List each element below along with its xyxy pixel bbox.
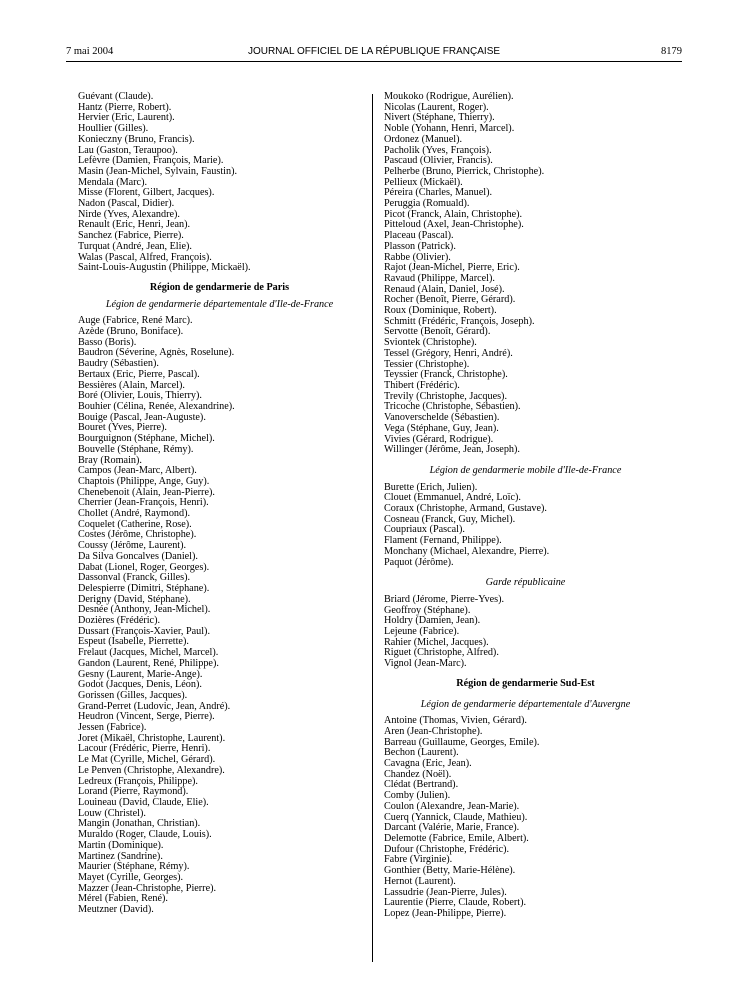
list-item: Teyssier (Franck, Christophe). (384, 369, 508, 381)
list-item: Le Penven (Christophe, Alexandre). (78, 764, 225, 776)
list-item: Baudry (Sébastien). (78, 358, 159, 370)
garde-republicaine-title: Garde républicaine (485, 577, 566, 589)
list-item: Tricoche (Christophe, Sébastien). (384, 401, 521, 413)
list-item: Laurentie (Pierre, Claude, Robert). (384, 897, 527, 909)
list-item: Renaud (Alain, Daniel, José). (384, 283, 505, 295)
list-item: Servotte (Benoît, Gérard). (384, 326, 491, 338)
list-item: Delemotte (Fabrice, Emile, Albert). (384, 833, 529, 844)
list-item: Bechon (Laurent). (384, 747, 459, 759)
list-item: Louineau (David, Claude, Elie). (78, 797, 209, 808)
list-item: Louw (Christel). (78, 807, 146, 819)
name-list-top-right (384, 92, 667, 456)
list-item: Chollet (André, Raymond). (78, 508, 191, 520)
list-item: Le Mat (Cyrille, Michel, Gérard). (78, 754, 216, 766)
list-item: Bessières (Alain, Marcel). (78, 379, 185, 391)
list-item: Campos (Jean-Marc, Albert). (78, 465, 197, 477)
list-item: Dussart (François-Xavier, Paul). (78, 625, 210, 637)
journal-title: JOURNAL OFFICIEL DE LA RÉPUBLIQUE FRANÇAISE (247, 46, 501, 57)
list-item: Baudron (Séverine, Agnès, Roselune). (78, 347, 235, 359)
list-item: Chenebenoit (Alain, Jean-Pierre). (78, 486, 215, 498)
list-item: Coussy (Jérôme, Laurent). (78, 540, 187, 552)
list-item: Boré (Olivier, Louis, Thierry). (78, 390, 202, 402)
publication-date: 7 mai 2004 (66, 46, 114, 57)
list-item: Masin (Jean-Michel, Sylvain, Faustin). (78, 165, 238, 177)
list-item: Nirde (Yves, Alexandre). (78, 208, 180, 220)
list-item: Jessen (Fabrice). (78, 722, 147, 734)
list-item: Pelherbe (Bruno, Pierrick, Christophe). (384, 165, 545, 177)
list-item: Lopez (Jean-Philippe, Pierre). (384, 907, 507, 919)
list-item: Gesny (Laurent, Marie-Ange). (78, 668, 203, 680)
name-list-mobile-idf (384, 483, 667, 569)
list-item: Rocher (Benoît, Pierre, Gérard). (384, 294, 516, 306)
list-item: Peruggia (Romuald). (384, 198, 470, 210)
list-item: Sanchez (Fabrice, Pierre). (78, 230, 184, 242)
list-item: Rahier (Michel, Jacques). (384, 636, 489, 648)
list-item: Barreau (Guillaume, Georges, Emile). (384, 736, 540, 748)
list-item: Costes (Jérôme, Christophe). (78, 529, 197, 541)
list-item: Ledreux (François, Philippe). (78, 775, 198, 787)
list-item: Saint-Louis-Augustin (Philippe, Mickaël). (78, 262, 251, 274)
list-item: Vega (Stéphane, Guy, Jean). (384, 422, 499, 434)
list-item: Fabre (Virginie). (384, 854, 453, 866)
page-header (66, 44, 682, 60)
list-item: Nadon (Pascal, Didier). (78, 198, 175, 210)
list-item: Monchany (Michael, Alexandre, Pierre). (384, 545, 550, 557)
list-item: Mazzer (Jean-Christophe, Pierre). (78, 882, 217, 894)
list-item: Dozières (Frédéric). (78, 615, 161, 627)
list-item: Misse (Florent, Gilbert, Jacques). (78, 187, 215, 199)
list-item: Tessel (Grégory, Henri, André). (384, 347, 513, 359)
list-item: Placeau (Pascal). (384, 230, 454, 242)
list-item: Geoffroy (Stéphane). (384, 604, 471, 616)
list-item: Mérel (Fabien, René). (78, 893, 168, 905)
list-item: Joret (Mikaël, Christophe, Laurent). (78, 732, 226, 744)
list-item: Godot (Jacques, Denis, Léon). (78, 679, 202, 691)
list-item: Bouvelle (Stéphane, Rémy). (78, 443, 194, 455)
list-item: Meutzner (David). (78, 904, 154, 916)
name-list-garde (384, 595, 667, 670)
list-item: Dufour (Christophe, Frédéric). (384, 843, 510, 855)
list-item: Coquelet (Catherine, Rose). (78, 518, 192, 530)
list-item: Martinez (Sandrine). (78, 850, 163, 862)
list-item: Lau (Gaston, Teraupoo). (78, 144, 178, 156)
list-item: Darcant (Valérie, Marie, France). (384, 822, 520, 834)
list-item: Vignol (Jean-Marc). (384, 658, 467, 670)
region-title-sud-est: Région de gendarmerie Sud-Est (456, 677, 595, 689)
list-item: Mangin (Jonathan, Christian). (78, 818, 201, 830)
list-item: Rabbe (Olivier). (384, 251, 451, 263)
list-item: Muraldo (Roger, Claude, Louis). (78, 829, 212, 841)
list-item: Picot (Franck, Alain, Christophe). (384, 208, 523, 220)
list-item: Bray (Romain). (78, 454, 142, 466)
list-item: Gandon (Laurent, René, Philippe). (78, 657, 219, 669)
list-item: Renault (Eric, Henri, Jean). (78, 219, 191, 231)
list-item: Espeut (Isabelle, Pierrette). (78, 636, 189, 648)
list-item: Plasson (Patrick). (384, 240, 456, 252)
list-item: Lejeune (Fabrice). (384, 626, 460, 638)
list-item: Bourguignon (Stéphane, Michel). (78, 433, 215, 445)
list-item: Bouret (Yves, Pierre). (78, 422, 167, 434)
list-item: Nicolas (Laurent, Roger). (384, 101, 489, 113)
list-item: Basso (Boris). (78, 336, 137, 348)
list-item: Coraux (Christophe, Armand, Gustave). (384, 503, 547, 515)
list-item: Desnée (Anthony, Jean-Michel). (78, 604, 211, 616)
list-item: Heudron (Vincent, Serge, Pierre). (78, 711, 215, 723)
page-number: 8179 (661, 46, 682, 57)
list-item: Nivert (Stéphane, Thierry). (384, 112, 495, 124)
list-item: Turquat (André, Jean, Elie). (78, 240, 192, 252)
column-divider (372, 94, 373, 962)
name-list-auvergne (384, 716, 667, 919)
list-item: Frelaut (Jacques, Michel, Marcel). (78, 647, 219, 659)
legion-title-auvergne: Légion de gendarmerie départementale d'Auvergne (420, 698, 631, 710)
list-item: Lacour (Frédéric, Pierre, Henri). (78, 743, 211, 755)
list-item: Ravaud (Philippe, Marcel). (384, 272, 495, 284)
name-list-top-left (78, 92, 361, 274)
list-item: Mayet (Cyrille, Georges). (78, 871, 184, 883)
list-item: Delespierre (Dimitri, Stéphane). (78, 582, 210, 594)
list-item: Willinger (Jérôme, Jean, Joseph). (384, 444, 520, 456)
list-item: Cherrier (Jean-François, Henri). (78, 497, 209, 509)
list-item: Hervier (Eric, Laurent). (78, 112, 175, 124)
list-item: Coulon (Alexandre, Jean-Marie). (384, 800, 520, 812)
legion-title-mobile-idf: Légion de gendarmerie mobile d'Ile-de-France (429, 464, 622, 476)
list-item: Vanoverschelde (Sébastien). (384, 412, 500, 424)
list-item: Gonthier (Betty, Marie-Hélène). (384, 865, 516, 877)
list-item: Bertaux (Eric, Pierre, Pascal). (78, 368, 200, 380)
list-item: Guévant (Claude). (78, 91, 154, 102)
list-item: Pitteloud (Axel, Jean-Christophe). (384, 219, 524, 231)
list-item: Thibert (Frédéric). (384, 379, 460, 391)
list-item: Lefèvre (Damien, François, Marie). (78, 155, 224, 167)
list-item: Clédat (Bertrand). (384, 779, 459, 791)
list-item: Bouige (Pascal, Jean-Auguste). (78, 411, 206, 423)
list-item: Pacholik (Yves, François). (384, 144, 492, 156)
list-item: Paquot (Jérôme). (384, 556, 454, 568)
legion-title-idf: Légion de gendarmerie départementale d'Ile-de-France (105, 298, 334, 310)
region-title-paris: Région de gendarmerie de Paris (149, 281, 290, 293)
name-list-legion-idf (78, 316, 361, 915)
list-item: Schmitt (Frédéric, François, Joseph). (384, 315, 535, 327)
list-item: Gorissen (Gilles, Jacques). (78, 689, 188, 701)
list-item: Moukoko (Rodrigue, Aurélien). (384, 91, 514, 102)
list-item: Pascaud (Olivier, Francis). (384, 155, 493, 167)
list-item: Flament (Fernand, Philippe). (384, 535, 502, 547)
list-item: Hernot (Laurent). (384, 875, 456, 887)
list-item: Cosneau (Franck, Guy, Michel). (384, 513, 516, 525)
list-item: Ordonez (Manuel). (384, 133, 463, 145)
list-item: Da Silva Goncalves (Daniel). (78, 550, 198, 562)
list-item: Antoine (Thomas, Vivien, Gérard). (384, 715, 527, 727)
list-item: Roux (Dominique, Robert). (384, 305, 497, 317)
list-item: Lorand (Pierre, Raymond). (78, 786, 189, 798)
list-item: Cavagna (Eric, Jean). (384, 758, 472, 770)
list-item: Trevily (Christophe, Jacques). (384, 390, 507, 402)
list-item: Grand-Perret (Ludovic, Jean, André). (78, 700, 231, 712)
list-item: Maurier (Stéphane, Rémy). (78, 861, 190, 873)
list-item: Clouet (Emmanuel, André, Loïc). (384, 492, 521, 504)
list-item: Holdry (Damien, Jean). (384, 615, 481, 627)
list-item: Noble (Yohann, Henri, Marcel). (384, 123, 515, 135)
list-item: Dassonval (Franck, Gilles). (78, 572, 191, 584)
list-item: Hantz (Pierre, Robert). (78, 101, 172, 113)
list-item: Rajot (Jean-Michel, Pierre, Eric). (384, 262, 520, 274)
list-item: Mendala (Marc). (78, 176, 148, 188)
list-item: Houllier (Gilles). (78, 123, 149, 135)
list-item: Pellieux (Mickaël). (384, 176, 463, 188)
list-item: Dabat (Lionel, Roger, Georges). (78, 561, 210, 573)
right-column (384, 92, 667, 920)
list-item: Comby (Julien). (384, 790, 451, 802)
left-column (78, 92, 361, 916)
list-item: Burette (Erich, Julien). (384, 481, 478, 493)
list-item: Tessier (Christophe). (384, 358, 470, 370)
list-item: Riguet (Christophe, Alfred). (384, 647, 499, 659)
list-item: Coupriaux (Pascal). (384, 524, 465, 536)
list-item: Walas (Pascal, Alfred, François). (78, 251, 212, 263)
list-item: Derigny (David, Stéphane). (78, 593, 191, 605)
header-rule (66, 61, 682, 62)
list-item: Konieczny (Bruno, Francis). (78, 133, 195, 145)
list-item: Chandez (Noël). (384, 768, 452, 780)
list-item: Chaptois (Philippe, Ange, Guy). (78, 475, 210, 487)
list-item: Briard (Jérome, Pierre-Yves). (384, 593, 505, 605)
list-item: Bouhier (Célina, Renée, Alexandrine). (78, 400, 235, 412)
list-item: Azède (Bruno, Boniface). (78, 326, 184, 338)
list-item: Martin (Dominique). (78, 839, 164, 851)
list-item: Vivies (Gérard, Rodrigue). (384, 433, 494, 445)
list-item: Cuerq (Yannick, Claude, Mathieu). (384, 811, 528, 823)
list-item: Auge (Fabrice, René Marc). (78, 315, 193, 327)
list-item: Aren (Jean-Christophe). (384, 725, 483, 737)
list-item: Sviontek (Christophe). (384, 337, 477, 349)
list-item: Lassudrie (Jean-Pierre, Jules). (384, 886, 507, 898)
list-item: Péreira (Charles, Manuel). (384, 187, 493, 199)
